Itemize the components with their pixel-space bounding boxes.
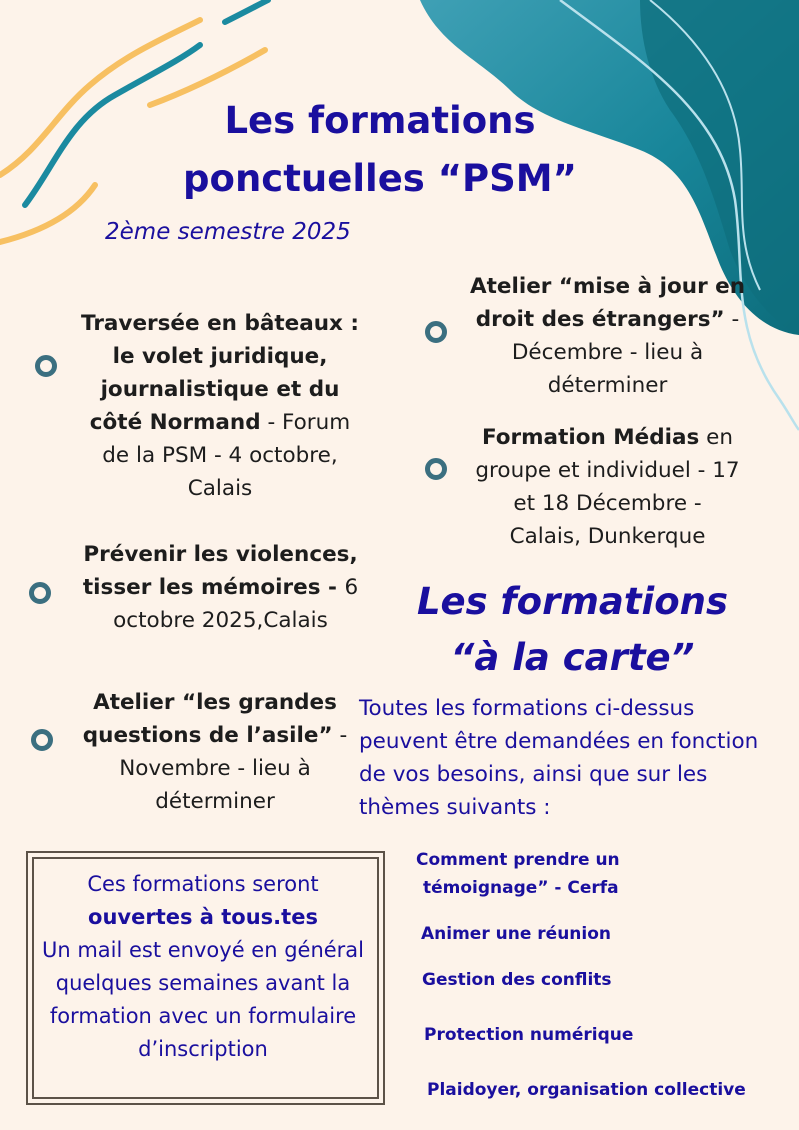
formation-detail: en [699,425,734,450]
formation-item-asile [70,686,360,818]
formation-title-line: Atelier “les grandes [93,690,337,715]
formation-title-line: Prévenir les violences, [83,542,358,567]
teal-squiggle-shape-2 [225,0,268,22]
formation-title-line: droit des étrangers” [475,307,725,332]
formation-title-line: Formation Médias [481,425,700,450]
formation-detail: - Forum [260,410,351,435]
formation-item-violences [78,538,363,637]
formation-detail-line: Calais, Dunkerque [509,524,706,549]
formation-item-traversee [80,307,360,505]
formation-title-line: Traversée en bâteaux : [81,311,359,336]
carte-description-line: de vos besoins, ainsi que sur les [359,762,708,787]
formation-item-droit-etrangers [465,270,750,402]
frame-note-line: d’inscription [138,1037,268,1061]
carte-heading [400,574,745,686]
formation-detail-line: groupe et individuel - 17 [475,458,740,483]
formation-detail-line: et 18 Décembre - [513,491,702,516]
formation-item-medias [465,421,750,553]
formation-detail: - [724,307,740,332]
formation-title-line: Atelier “mise à jour en [469,274,746,299]
theme-item: Animer une réunion [421,924,612,944]
bullet-circle-icon [425,458,447,480]
theme-item: témoignage” - Cerfa [423,878,619,898]
semester-subtitle: 2ème semestre 2025 [105,219,351,245]
yellow-squiggle-shape-3 [0,185,95,242]
bullet-circle-icon [425,321,447,343]
formation-detail-line: de la PSM - 4 octobre, [102,443,338,468]
formation-title-line: questions de l’asile” [82,723,333,748]
formation-detail-line: octobre 2025,Calais [113,608,328,633]
formation-detail: - [332,723,348,748]
frame-note-line: quelques semaines avant la [55,971,351,995]
formation-title-line: tisser les mémoires - [82,575,345,600]
frame-note-line: Un mail est envoyé en général [41,938,365,962]
carte-heading-line: “à la carte” [450,636,695,679]
carte-description-line: thèmes suivants : [359,795,551,820]
carte-heading-line: Les formations [416,580,728,623]
carte-description [359,692,789,824]
formation-detail-line: Novembre - lieu à [119,756,311,781]
formation-detail-line: Calais [187,476,253,501]
title-line-2: ponctuelles “PSM” [183,157,577,200]
formation-detail-line: déterminer [547,373,668,398]
title-line-1: Les formations [224,99,536,142]
theme-item: Gestion des conflits [422,970,612,990]
formation-title-line: journalistique et du [100,377,340,402]
frame-note-line: formation avec un formulaire [49,1004,357,1028]
bullet-circle-icon [29,582,51,604]
formation-title-line: côté Normand [89,410,261,435]
carte-description-line: Toutes les formations ci-dessus [359,696,695,721]
formation-detail-line: déterminer [155,789,275,814]
formation-detail: 6 [344,575,359,600]
frame-note-bold: ouvertes à tous.tes [88,905,318,929]
theme-item: Comment prendre un [416,850,620,870]
formation-detail-line: Décembre - lieu à [511,340,704,365]
bullet-circle-icon [35,355,57,377]
carte-description-line: peuvent être demandées en fonction [359,729,759,754]
formation-title-line: le volet juridique, [112,344,328,369]
theme-item: Protection numérique [424,1025,634,1045]
bullet-circle-icon [31,729,53,751]
frame-note-line: Ces formations seront [87,872,319,896]
theme-item: Plaidoyer, organisation collective [427,1080,746,1100]
frame-note [28,868,378,1066]
page-title [150,92,610,208]
